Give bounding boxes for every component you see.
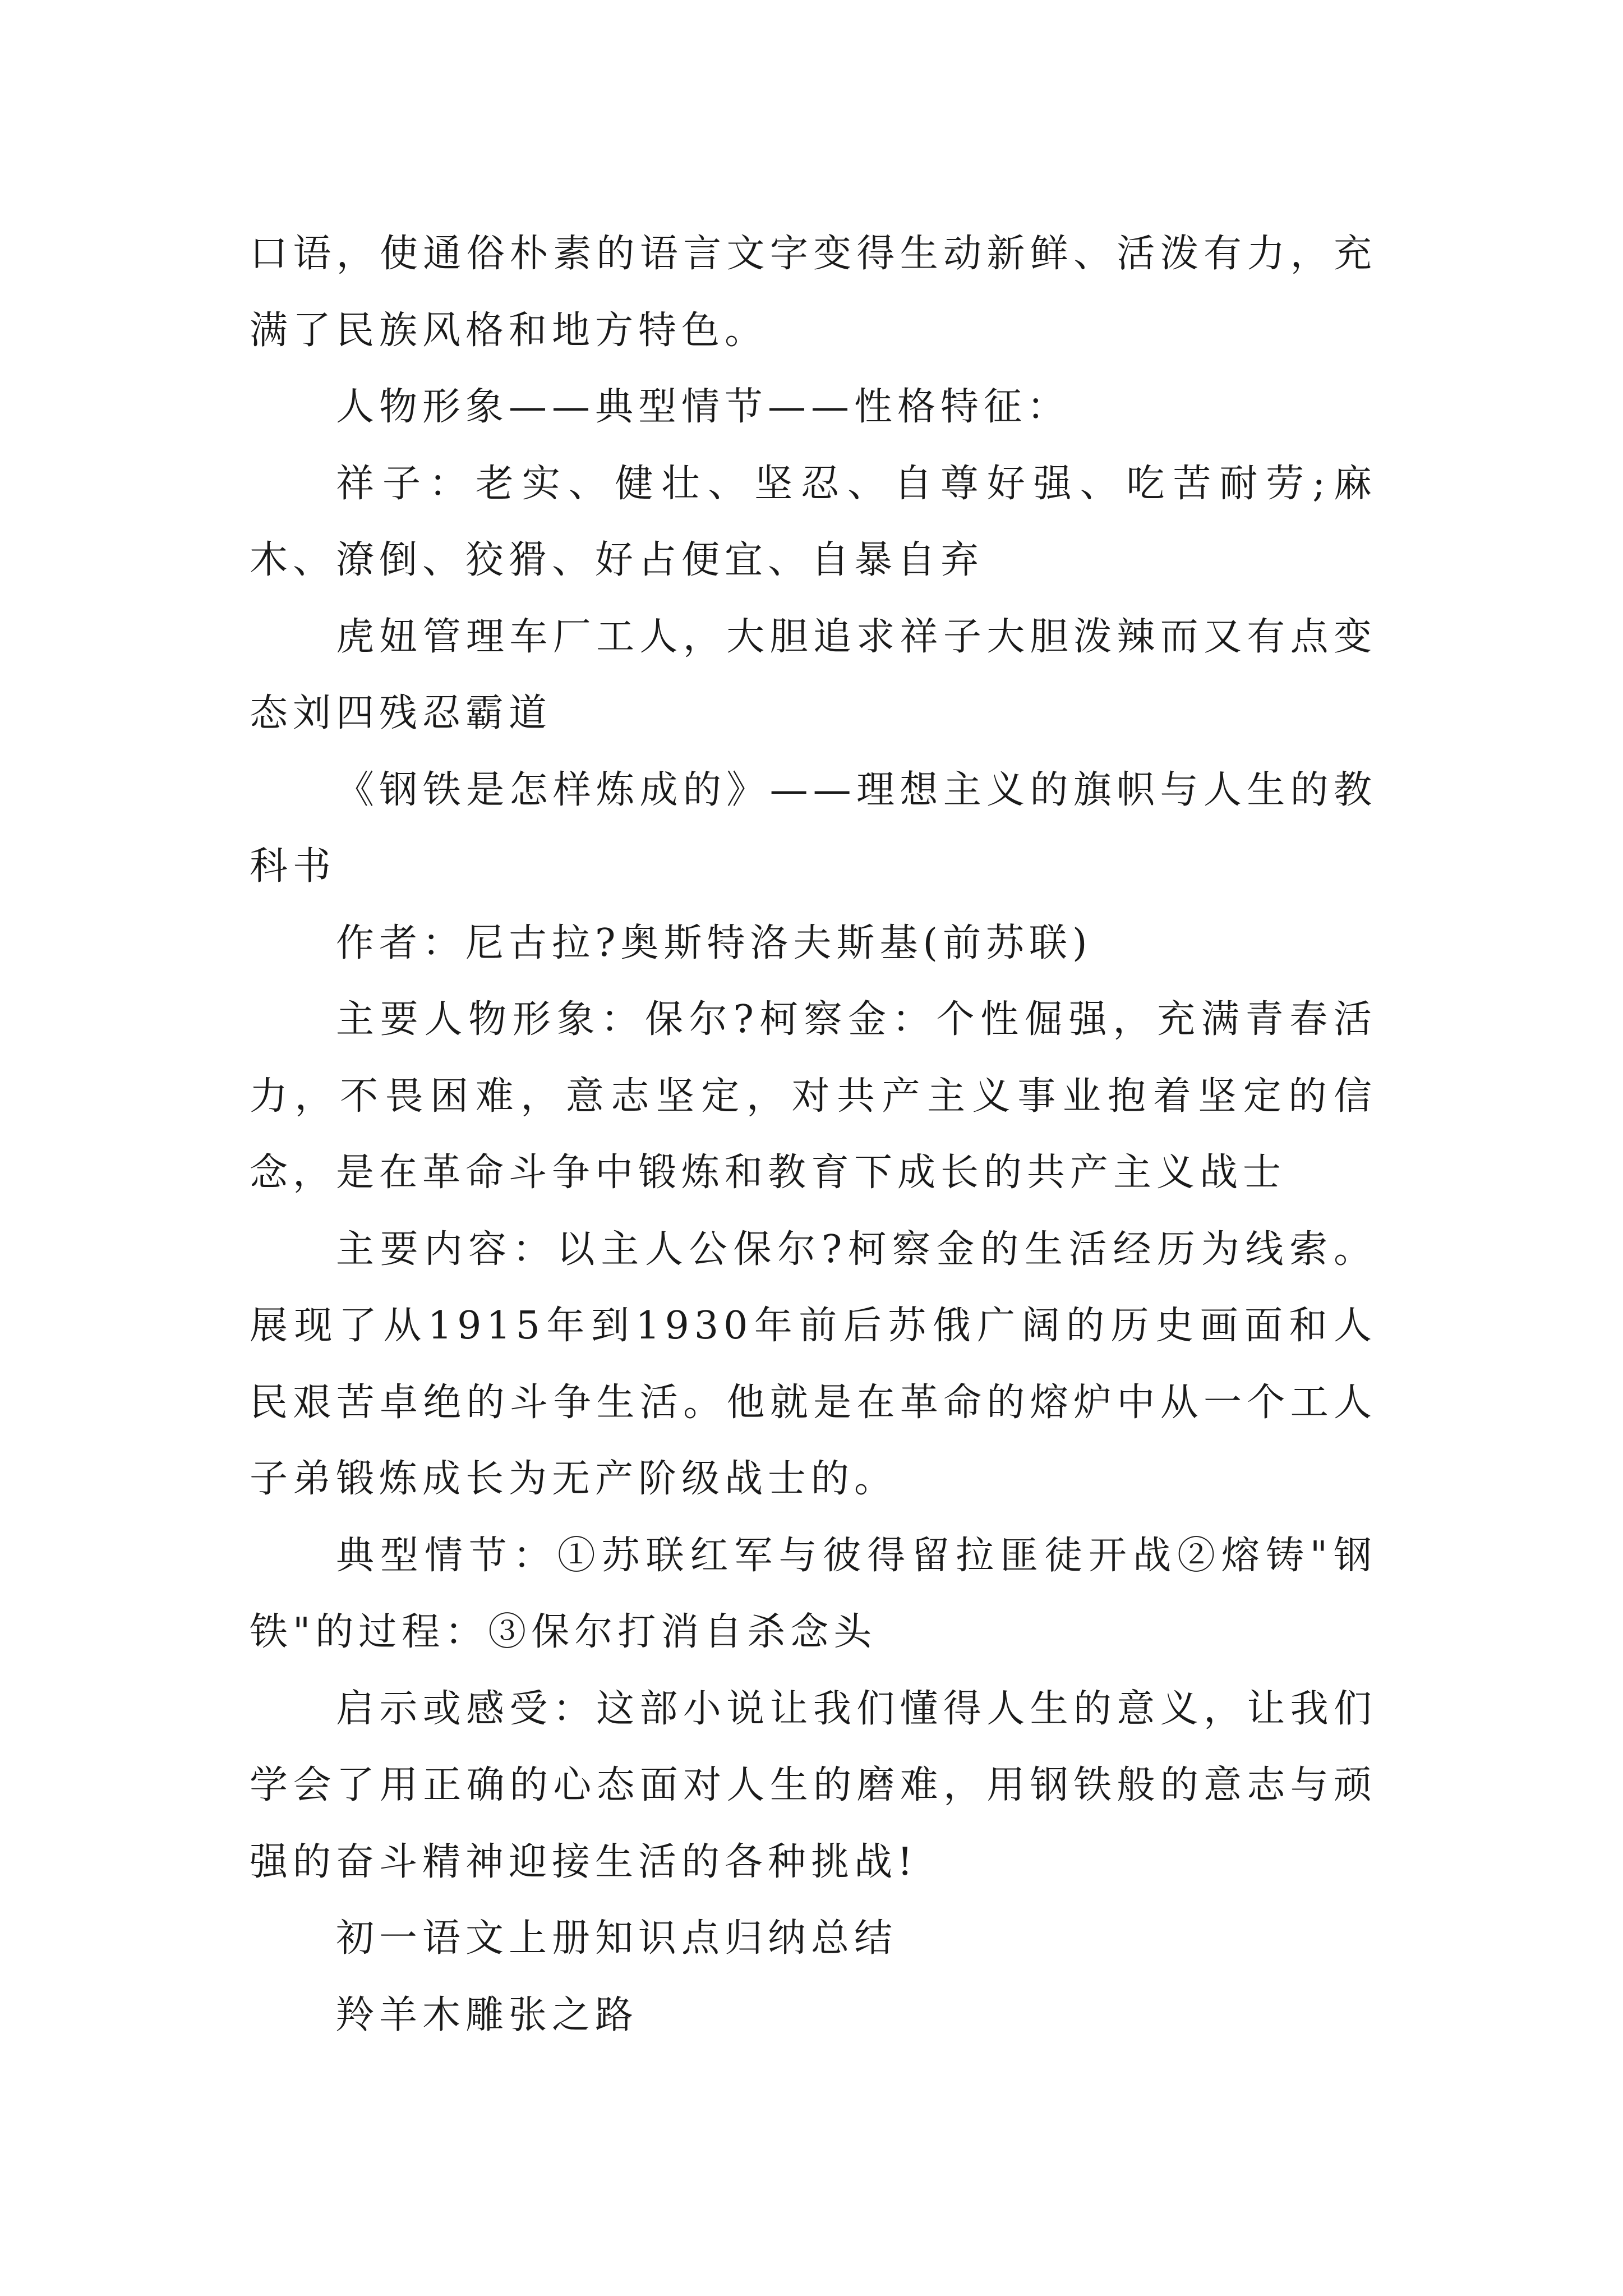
paragraph-antelope-carving: 羚羊木雕张之路 <box>336 1993 639 2037</box>
paragraph-steel-book-title: 《钢铁是怎样炼成的》——理想主义的旗帜与人生的教科书 <box>250 767 1377 889</box>
paragraph-inspiration: 启示或感受：这部小说让我们懂得人生的意义，让我们学会了用正确的心态面对人生的磨难，用钢铁般的意志与顽强的奋斗精神迎接生活的各种挑战! <box>250 1686 1377 1884</box>
paragraph-xiangzi-traits: 祥子：老实、健壮、坚忍、自尊好强、吃苦耐劳;麻木、潦倒、狡猾、好占便宜、自暴自弃 <box>250 461 1377 582</box>
paragraph-main-content: 主要内容：以主人公保尔?柯察金的生活经历为线索。展现了从1915年到1930年前后苏俄广阔的历史画面和人民艰苦卓绝的斗争生活。他就是在革命的熔炉中从一个工人子弟锻炼成长为无产阶级战士的。 <box>250 1227 1377 1501</box>
document-body <box>250 216 1377 2054</box>
paragraph-author: 作者：尼古拉?奥斯特洛夫斯基(前苏联) <box>336 921 1092 965</box>
paragraph-continuation-language-style: 口语，使通俗朴素的语言文字变得生动新鲜、活泼有力，充满了民族风格和地方特色。 <box>250 232 1377 353</box>
paragraph-huniu-liusi: 虎妞管理车厂工人，大胆追求祥子大胆泼辣而又有点变态刘四残忍霸道 <box>250 614 1377 735</box>
paragraph-character-heading: 人物形象——典型情节——性格特征： <box>336 385 1071 429</box>
paragraph-typical-plots: 典型情节：①苏联红军与彼得留拉匪徒开战②熔铸"钢铁"的过程：③保尔打消自杀念头 <box>250 1533 1377 1654</box>
paragraph-grade7-summary-title: 初一语文上册知识点归纳总结 <box>336 1916 898 1961</box>
paragraph-main-character: 主要人物形象：保尔?柯察金：个性倔强，充满青春活力，不畏困难，意志坚定，对共产主义事业抱着坚定的信念，是在革命斗争中锻炼和教育下成长的共产主义战士 <box>250 997 1377 1195</box>
